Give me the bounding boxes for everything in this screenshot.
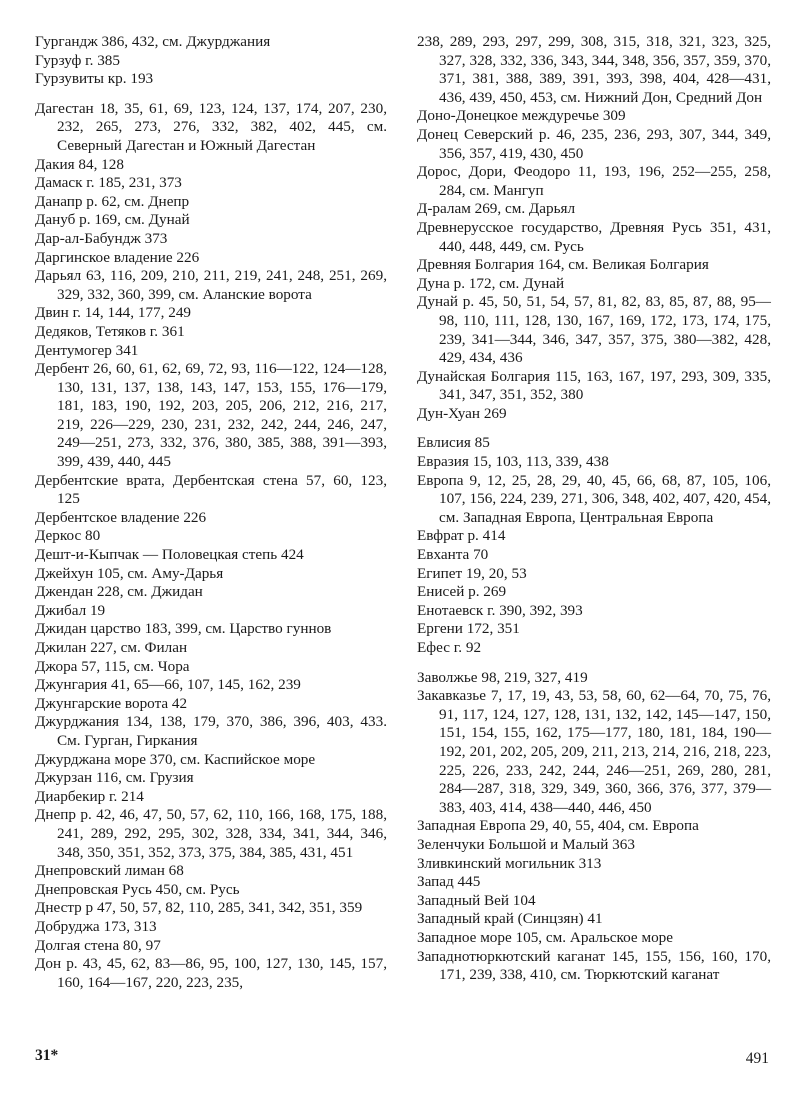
index-entry: Дакия 84, 128 [35, 155, 124, 173]
index-entry: Дануб р. 169, см. Дунай [35, 211, 190, 229]
index-entry: Диарбекир г. 214 [35, 787, 144, 805]
index-entry: Джендан 228, см. Джидан [35, 583, 203, 601]
index-entry: Д-ралам 269, см. Дарьял [417, 200, 576, 218]
index-entry: Днепровская Русь 450, см. Русь [35, 880, 240, 898]
index-entry: Ергени 172, 351 [417, 620, 520, 638]
index-entry: Добруджа 173, 313 [35, 917, 157, 935]
index-entry: Данапр р. 62, см. Днепр [35, 192, 190, 210]
index-entry: Дербентское владение 226 [35, 508, 207, 526]
index-entry: Дун-Хуан 269 [417, 404, 507, 422]
index-entry: Дунайская Болгария 115, 163, 167, 197, 293, 309, 335, 341, 347, 351, 352, 380 [417, 367, 771, 404]
index-entry: Енисей р. 269 [417, 583, 507, 601]
index-entry: Джейхун 105, см. Аму-Дарья [35, 564, 224, 582]
index-entry: Египет 19, 20, 53 [417, 564, 527, 582]
index-entry: Двин г. 14, 144, 177, 249 [35, 304, 192, 322]
index-entry: Западнотюркютский каганат 145, 155, 156, 160, 170, 171, 239, 338, 410, см. Тюркютский каганат [417, 947, 771, 984]
index-entry: Днепровский лиман 68 [35, 862, 184, 880]
index-entry: Закавказье 7, 17, 19, 43, 53, 58, 60, 62—64, 70, 75, 76, 91, 117, 124, 127, 128, 131, 132, 142, 145—147, 150, 151, 154, 155, 162, 175—177, 180, 181, 184, 190—192, 201, 202, 205, 209, 211, 213, 214, 216, 218, 223, 225, 226, 233, 242, 244, 246—251, 269, 280, 281, 284—287, 318, 329, 349, 360, 366, 376, 377, 379—383, 403, 414, 438—440, 446, 450 [417, 687, 771, 816]
index-entry: Запад 445 [417, 873, 481, 891]
index-entry: Зливкинский могильник 313 [417, 854, 602, 872]
index-entry: Дорос, Дори, Феодоро 11, 193, 196, 252—255, 258, 284, см. Мангуп [417, 163, 771, 199]
index-entry: Дедяков, Тетяков г. 361 [35, 322, 185, 340]
index-entry: Древняя Болгария 164, см. Великая Болгария [417, 256, 709, 274]
index-entry: Джурджана море 370, см. Каспийское море [35, 750, 316, 768]
page-number: 491 [745, 1050, 769, 1067]
index-entry: Даргинское владение 226 [35, 248, 200, 266]
index-entry: Евфрат р. 414 [417, 527, 506, 545]
printer-signature: 31* [35, 1047, 59, 1064]
index-entry: Джунгарские ворота 42 [35, 694, 188, 712]
letter-section-gap [417, 658, 771, 669]
index-entry: Джибал 19 [35, 601, 106, 619]
index-entry: Дербентские врата, Дербентская стена 57, 60, 123, 125 [35, 471, 387, 508]
index-entry: Дуна р. 172, см. Дунай [417, 274, 565, 292]
index-entry: Зеленчуки Большой и Малый 363 [417, 835, 635, 853]
right-column [417, 33, 771, 985]
index-entry: Гурзувиты кр. 193 [35, 70, 154, 88]
index-entry: Гургандж 386, 432, см. Джурджания [35, 33, 271, 50]
index-entry: Евханта 70 [417, 546, 489, 564]
index-entry: Джилан 227, см. Филан [35, 639, 188, 656]
index-entry: Дамаск г. 185, 231, 373 [35, 174, 182, 192]
left-column [35, 33, 387, 992]
index-entry: Западный Вей 104 [417, 891, 536, 909]
index-entry: Джунгария 41, 65—66, 107, 145, 162, 239 [35, 676, 301, 694]
index-entry: Дербент 26, 60, 61, 62, 69, 72, 93, 116—122, 124—128, 130, 131, 137, 138, 143, 147, 153, 155, 176—179, 181, 183, 190, 192, 203, 205, 206, 212, 216, 217, 219, 226—229, 230, 231, 232, 242, 244, 246, 247, 249—251, 273, 332, 376, 380, 385, 388, 391—393, 399, 439, 440, 445 [35, 360, 387, 471]
index-entry: Дон р. 43, 45, 62, 83—86, 95, 100, 127, 130, 145, 157, 160, 164—167, 220, 223, 235, [35, 955, 387, 991]
index-entry: Джора 57, 115, см. Чора [35, 657, 190, 675]
index-entry: Дарьял 63, 116, 209, 210, 211, 219, 241, 248, 251, 269, 329, 332, 360, 399, см. Аланские ворота [35, 267, 387, 303]
index-entry: Западное море 105, см. Аральское море [417, 928, 673, 946]
index-entry: Деркос 80 [35, 527, 101, 545]
index-entry: Гурзуф г. 385 [35, 51, 120, 69]
index-entry: Западный край (Синцзян) 41 [417, 910, 603, 928]
index-entry: Джидан царство 183, 399, см. Царство гуннов [35, 620, 332, 638]
index-entry: Дунай р. 45, 50, 51, 54, 57, 81, 82, 83, 85, 87, 88, 95—98, 110, 111, 128, 130, 167, 169, 172, 173, 174, 175, 239, 341—344, 346, 347, 357, 375, 380—382, 428, 429, 434, 436 [417, 293, 771, 367]
index-entry: Енотаевск г. 390, 392, 393 [417, 601, 583, 619]
index-entry: Евразия 15, 103, 113, 339, 438 [417, 453, 609, 471]
index-entry: Долгая стена 80, 97 [35, 936, 161, 954]
index-entry: Дагестан 18, 35, 61, 69, 123, 124, 137, 174, 207, 230, 232, 265, 273, 276, 332, 382, 402, 445, см. Северный Дагестан и Южный Дагестан [35, 99, 387, 154]
index-entry: 238, 289, 293, 297, 299, 308, 315, 318, 321, 323, 325, 327, 328, 332, 336, 343, 344, 348, 356, 357, 359, 370, 371, 381, 388, 389, 391, 393, 398, 404, 428—431, 436, 439, 450, 453, см. Нижний Дон, Средний Дон [417, 33, 771, 106]
index-entry: Евлисия 85 [417, 434, 490, 452]
index-entry: Ефес г. 92 [417, 639, 482, 656]
index-entry: Доно-Донецкое междуречье 309 [417, 107, 626, 125]
letter-section-gap [417, 423, 771, 434]
index-entry: Дентумогер 341 [35, 341, 139, 359]
index-entry: Европа 9, 12, 25, 28, 29, 40, 45, 66, 68, 87, 105, 106, 107, 156, 224, 239, 271, 306, 348, 402, 407, 420, 454, см. Западная Европа, Центральная Европа [417, 471, 771, 526]
index-entry: Заволжье 98, 219, 327, 419 [417, 668, 588, 686]
index-entry: Джурджания 134, 138, 179, 370, 386, 396, 403, 433. См. Гурган, Гиркания [35, 713, 387, 749]
index-entry: Джурзан 116, см. Грузия [35, 769, 194, 787]
index-entry: Днестр р 47, 50, 57, 82, 110, 285, 341, 342, 351, 359 [35, 899, 363, 917]
index-entry: Дешт-и-Кыпчак — Половецкая степь 424 [35, 546, 304, 564]
index-entry: Дар-ал-Бабундж 373 [35, 229, 168, 247]
index-entry: Днепр р. 42, 46, 47, 50, 57, 62, 110, 166, 168, 175, 188, 241, 289, 292, 295, 302, 328, 334, 341, 344, 346, 348, 350, 351, 352, 373, 375, 384, 385, 431, 451 [35, 806, 387, 861]
index-entry: Западная Европа 29, 40, 55, 404, см. Европа [417, 817, 699, 835]
index-entry: Донец Северский р. 46, 235, 236, 293, 307, 344, 349, 356, 357, 419, 430, 450 [417, 125, 771, 162]
letter-section-gap [35, 89, 387, 100]
index-entry: Древнерусское государство, Древняя Русь 351, 431, 440, 448, 449, см. Русь [417, 218, 771, 255]
